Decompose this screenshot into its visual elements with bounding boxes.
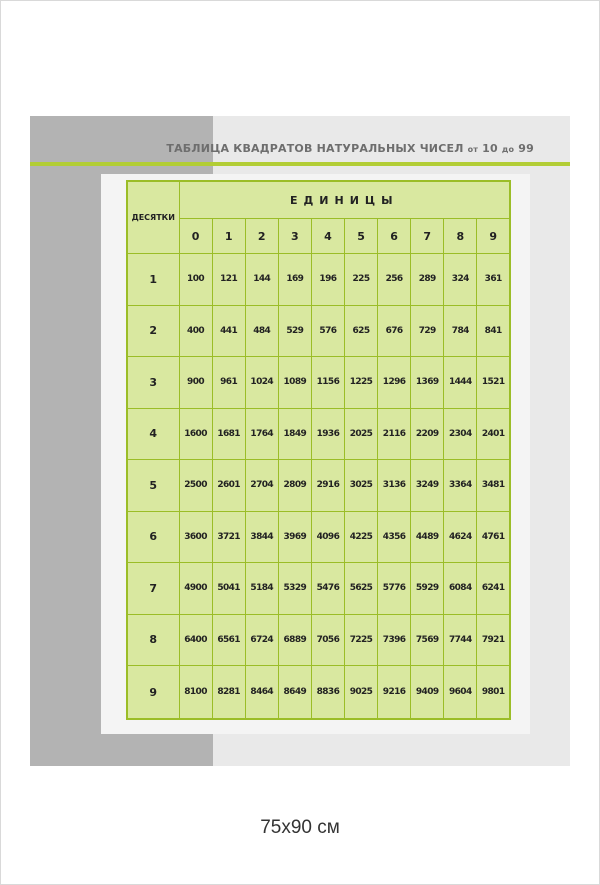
unit-digit-header: 7	[411, 219, 444, 254]
units-header: ЕДИНИЦЫ	[179, 181, 510, 219]
unit-digit-header: 8	[444, 219, 477, 254]
square-value-cell: 6724	[245, 614, 278, 666]
table-row	[127, 408, 510, 460]
square-value-cell: 5184	[245, 563, 278, 615]
square-value-cell: 2916	[311, 460, 344, 512]
square-value-cell: 2116	[378, 408, 411, 460]
accent-line	[30, 162, 570, 166]
tens-cell: 6	[127, 511, 179, 563]
square-value-cell: 6561	[212, 614, 245, 666]
square-value-cell: 961	[212, 357, 245, 409]
square-value-cell: 3481	[477, 460, 510, 512]
square-value-cell: 6400	[179, 614, 212, 666]
square-value-cell: 9801	[477, 666, 510, 719]
square-value-cell: 2809	[278, 460, 311, 512]
square-value-cell: 3025	[344, 460, 377, 512]
square-value-cell: 5041	[212, 563, 245, 615]
square-value-cell: 7921	[477, 614, 510, 666]
poster-title	[30, 142, 534, 155]
square-value-cell: 121	[212, 254, 245, 306]
square-value-cell: 4761	[477, 511, 510, 563]
square-value-cell: 2209	[411, 408, 444, 460]
square-value-cell: 4225	[344, 511, 377, 563]
square-value-cell: 8836	[311, 666, 344, 719]
square-value-cell: 7744	[444, 614, 477, 666]
table-row	[127, 511, 510, 563]
square-value-cell: 6084	[444, 563, 477, 615]
poster-title-to-word: до	[501, 145, 515, 154]
poster	[30, 116, 570, 766]
tens-cell: 8	[127, 614, 179, 666]
unit-digit-header: 9	[477, 219, 510, 254]
square-value-cell: 3844	[245, 511, 278, 563]
square-value-cell: 1156	[311, 357, 344, 409]
unit-digit-header: 0	[179, 219, 212, 254]
square-value-cell: 8281	[212, 666, 245, 719]
square-value-cell: 576	[311, 305, 344, 357]
table-row	[127, 614, 510, 666]
square-value-cell: 289	[411, 254, 444, 306]
table-row	[127, 254, 510, 306]
unit-digit-header: 6	[378, 219, 411, 254]
square-value-cell: 5329	[278, 563, 311, 615]
square-value-cell: 7569	[411, 614, 444, 666]
square-value-cell: 5929	[411, 563, 444, 615]
square-value-cell: 225	[344, 254, 377, 306]
square-value-cell: 1225	[344, 357, 377, 409]
square-value-cell: 4096	[311, 511, 344, 563]
square-value-cell: 6241	[477, 563, 510, 615]
square-value-cell: 676	[378, 305, 411, 357]
unit-digit-header: 4	[311, 219, 344, 254]
square-value-cell: 2401	[477, 408, 510, 460]
unit-digit-header: 2	[245, 219, 278, 254]
tens-cell: 3	[127, 357, 179, 409]
poster-title-main: ТАБЛИЦА КВАДРАТОВ НАТУРАЛЬНЫХ ЧИСЕЛ	[166, 142, 464, 155]
square-value-cell: 1444	[444, 357, 477, 409]
tens-cell: 5	[127, 460, 179, 512]
square-value-cell: 8464	[245, 666, 278, 719]
square-value-cell: 8649	[278, 666, 311, 719]
table-body	[127, 254, 510, 720]
square-value-cell: 400	[179, 305, 212, 357]
square-value-cell: 144	[245, 254, 278, 306]
square-value-cell: 3364	[444, 460, 477, 512]
square-value-cell: 5776	[378, 563, 411, 615]
tens-cell: 7	[127, 563, 179, 615]
table-row	[127, 666, 510, 719]
square-value-cell: 784	[444, 305, 477, 357]
tens-cell: 9	[127, 666, 179, 719]
square-value-cell: 4624	[444, 511, 477, 563]
table-row	[127, 563, 510, 615]
square-value-cell: 3600	[179, 511, 212, 563]
square-value-cell: 3721	[212, 511, 245, 563]
unit-digit-header: 1	[212, 219, 245, 254]
square-value-cell: 1024	[245, 357, 278, 409]
square-value-cell: 361	[477, 254, 510, 306]
square-value-cell: 625	[344, 305, 377, 357]
square-value-cell: 8100	[179, 666, 212, 719]
square-value-cell: 1600	[179, 408, 212, 460]
square-value-cell: 4356	[378, 511, 411, 563]
square-value-cell: 1369	[411, 357, 444, 409]
square-value-cell: 9216	[378, 666, 411, 719]
square-value-cell: 7396	[378, 614, 411, 666]
tens-header: ДЕСЯТКИ	[127, 181, 179, 254]
table-board	[101, 174, 530, 734]
size-caption: 75x90 см	[260, 817, 340, 838]
square-value-cell: 441	[212, 305, 245, 357]
square-value-cell: 729	[411, 305, 444, 357]
square-value-cell: 529	[278, 305, 311, 357]
square-value-cell: 1296	[378, 357, 411, 409]
poster-title-from-value: 10	[482, 142, 498, 155]
tens-cell: 1	[127, 254, 179, 306]
tens-cell: 4	[127, 408, 179, 460]
square-value-cell: 841	[477, 305, 510, 357]
poster-title-from-word: от	[467, 145, 479, 154]
square-value-cell: 5625	[344, 563, 377, 615]
square-value-cell: 196	[311, 254, 344, 306]
square-value-cell: 1849	[278, 408, 311, 460]
square-value-cell: 1521	[477, 357, 510, 409]
square-value-cell: 1681	[212, 408, 245, 460]
square-value-cell: 6889	[278, 614, 311, 666]
square-value-cell: 3969	[278, 511, 311, 563]
table-row	[127, 305, 510, 357]
table-row	[127, 357, 510, 409]
square-value-cell: 7056	[311, 614, 344, 666]
unit-digits-row	[127, 219, 510, 254]
square-value-cell: 100	[179, 254, 212, 306]
square-value-cell: 1936	[311, 408, 344, 460]
square-value-cell: 2304	[444, 408, 477, 460]
unit-digit-header: 5	[344, 219, 377, 254]
squares-table	[126, 180, 511, 720]
square-value-cell: 7225	[344, 614, 377, 666]
square-value-cell: 169	[278, 254, 311, 306]
unit-digit-header: 3	[278, 219, 311, 254]
square-value-cell: 9025	[344, 666, 377, 719]
square-value-cell: 3249	[411, 460, 444, 512]
square-value-cell: 4489	[411, 511, 444, 563]
square-value-cell: 3136	[378, 460, 411, 512]
square-value-cell: 900	[179, 357, 212, 409]
tens-cell: 2	[127, 305, 179, 357]
square-value-cell: 484	[245, 305, 278, 357]
square-value-cell: 4900	[179, 563, 212, 615]
square-value-cell: 2025	[344, 408, 377, 460]
square-value-cell: 2704	[245, 460, 278, 512]
poster-title-to-value: 99	[518, 142, 534, 155]
square-value-cell: 2500	[179, 460, 212, 512]
square-value-cell: 324	[444, 254, 477, 306]
square-value-cell: 5476	[311, 563, 344, 615]
table-row	[127, 460, 510, 512]
square-value-cell: 2601	[212, 460, 245, 512]
square-value-cell: 1089	[278, 357, 311, 409]
square-value-cell: 9604	[444, 666, 477, 719]
square-value-cell: 256	[378, 254, 411, 306]
square-value-cell: 1764	[245, 408, 278, 460]
square-value-cell: 9409	[411, 666, 444, 719]
